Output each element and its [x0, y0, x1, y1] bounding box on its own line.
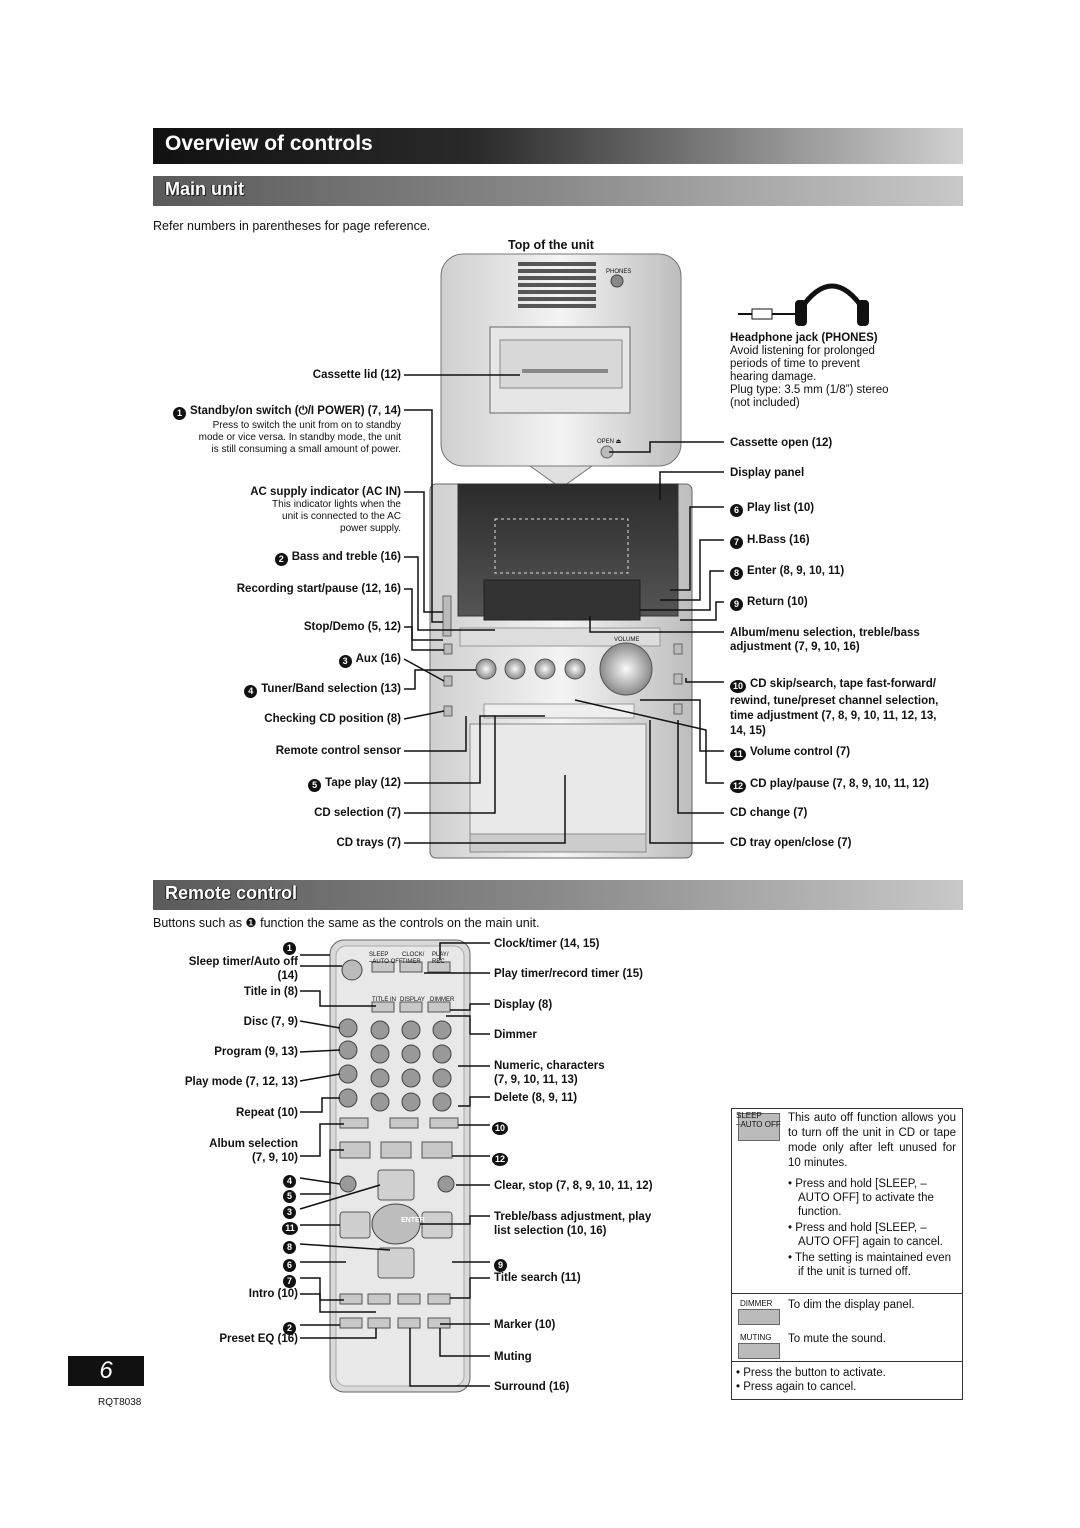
- label-dimmer: Dimmer: [494, 1029, 537, 1041]
- headphone-desc-3: hearing damage.: [730, 371, 817, 383]
- remote-intro: Buttons such as ❶ function the same as the controls on the main unit.: [153, 916, 540, 930]
- standby-desc-2: mode or vice versa. In standby mode, the unit: [198, 432, 401, 443]
- label-cd-skip: 10 CD skip/search, tape fast-forward/: [730, 677, 936, 693]
- label-clear-stop: Clear, stop (7, 8, 9, 10, 11, 12): [494, 1180, 653, 1192]
- key-clock[interactable]: CLOCK/ TIMER: [402, 952, 425, 965]
- label-standby-switch: 1 Standby/on switch (⏻/I POWER) (7, 14): [173, 404, 401, 420]
- sidebox-footer-2: • Press again to cancel.: [736, 1381, 857, 1393]
- remote-callout-1: 1: [283, 939, 300, 955]
- volume-marking: VOLUME: [614, 637, 640, 643]
- sidebox-sleep-key: SLEEP –AUTO OFF: [736, 1111, 781, 1129]
- label-enter: 8 Enter (8, 9, 10, 11): [730, 564, 844, 580]
- label-bass-treble: 2 Bass and treble (16): [275, 550, 401, 566]
- label-play-mode: Play mode (7, 12, 13): [184, 1076, 298, 1088]
- key-sleep[interactable]: SLEEP –AUTO OFF: [369, 952, 403, 965]
- sidebox-bullet-1: • Press and hold [SLEEP, –AUTO OFF] to activate the function.: [788, 1178, 934, 1218]
- label-volume: 11 Volume control (7): [730, 745, 850, 761]
- label-disc: Disc (7, 9): [243, 1016, 298, 1028]
- label-intro: Intro (10): [248, 1288, 298, 1300]
- label-aux: 3 Aux (16): [339, 652, 401, 668]
- ac-desc-2: unit is connected to the AC: [282, 511, 401, 522]
- label-headphone-jack: Headphone jack (PHONES): [730, 332, 878, 344]
- main-unit-intro: Refer numbers in parentheses for page reference.: [153, 219, 431, 233]
- main-unit-heading-text: Main unit: [165, 179, 244, 199]
- label-numeric-2: (7, 9, 10, 11, 13): [494, 1074, 578, 1086]
- ac-desc-3: power supply.: [340, 523, 401, 534]
- label-play-timer: Play timer/record timer (15): [494, 968, 643, 980]
- key-dimmer[interactable]: DIMMER: [430, 997, 455, 1003]
- headphone-desc-1: Avoid listening for prolonged: [730, 345, 875, 357]
- remote-callout-4: 4: [283, 1172, 300, 1188]
- label-sleep-timer-2: (14): [277, 970, 298, 982]
- label-hbass: 7 H.Bass (16): [730, 533, 810, 549]
- sidebox-muting-text: To mute the sound.: [788, 1333, 886, 1345]
- label-surround: Surround (16): [494, 1381, 570, 1393]
- label-return: 9 Return (10): [730, 595, 808, 611]
- label-delete: Delete (8, 9, 11): [494, 1092, 578, 1104]
- sidebox-dimmer-key: DIMMER: [740, 1299, 773, 1308]
- label-stop-demo: Stop/Demo (5, 12): [303, 621, 401, 633]
- label-cd-change: CD change (7): [730, 807, 808, 819]
- label-cd-skip-3: time adjustment (7, 8, 9, 10, 11, 12, 13,: [730, 710, 937, 722]
- label-display: Display (8): [494, 999, 553, 1011]
- callout-1: 1: [173, 407, 186, 420]
- key-title-in[interactable]: TITLE IN: [372, 997, 397, 1003]
- sidebox-footer-1: • Press the button to activate.: [736, 1367, 886, 1379]
- remote-heading-text: Remote control: [165, 883, 298, 903]
- headphone-desc-4: Plug type: 3.5 mm (1/8”) stereo: [730, 384, 889, 396]
- label-treble-bass: Treble/bass adjustment, play: [494, 1211, 652, 1223]
- remote-callout-8: 8: [283, 1238, 300, 1254]
- label-treble-bass-2: list selection (10, 16): [494, 1225, 607, 1237]
- label-cd-tray-open: CD tray open/close (7): [730, 837, 852, 849]
- label-album-selection: Album selection: [209, 1138, 298, 1150]
- remote-callout-6: 6: [283, 1256, 300, 1272]
- label-muting: Muting: [494, 1351, 532, 1363]
- label-cd-trays: CD trays (7): [336, 837, 401, 849]
- headphone-desc-5: (not included): [730, 397, 800, 409]
- label-tuner-band: 4 Tuner/Band selection (13): [244, 682, 401, 698]
- key-enter[interactable]: ENTER: [401, 1217, 425, 1224]
- label-cd-selection: CD selection (7): [314, 807, 401, 819]
- phones-marking: PHONES: [606, 269, 632, 275]
- label-display-panel: Display panel: [730, 467, 805, 479]
- sidebox-bullet-2: • Press and hold [SLEEP, –AUTO OFF] again to cancel.: [788, 1222, 943, 1248]
- headphone-desc-2: periods of time to prevent: [730, 358, 860, 370]
- label-cassette-lid: Cassette lid (12): [312, 369, 401, 381]
- remote-callout-3: 3: [283, 1203, 300, 1219]
- remote-callout-5: 5: [283, 1187, 300, 1203]
- label-marker: Marker (10): [494, 1319, 556, 1331]
- label-title-search: Title search (11): [494, 1272, 581, 1284]
- ac-desc-1: This indicator lights when the: [272, 499, 401, 510]
- remote-callout-7: 7: [283, 1272, 300, 1288]
- label-remote-sensor: Remote control sensor: [275, 745, 401, 757]
- label-preset-eq: Preset EQ (16): [219, 1333, 298, 1345]
- label-title-in: Title in (8): [243, 986, 298, 998]
- sidebox-muting-key: MUTING: [740, 1333, 772, 1342]
- label-ac-in: AC supply indicator (AC IN): [250, 486, 401, 498]
- label-cd-skip-4: 14, 15): [730, 725, 766, 737]
- remote-callout-10: 10: [492, 1119, 512, 1135]
- label-cassette-open: Cassette open (12): [730, 437, 833, 449]
- top-of-unit-label: Top of the unit: [508, 238, 594, 252]
- remote-callout-9: 9: [494, 1256, 511, 1272]
- label-numeric: Numeric, characters: [494, 1060, 605, 1072]
- standby-desc-1: Press to switch the unit from on to standby: [212, 420, 401, 431]
- label-play-list: 6 Play list (10): [730, 501, 814, 517]
- label-repeat: Repeat (10): [236, 1107, 298, 1119]
- label-album-menu: Album/menu selection, treble/bass: [730, 627, 920, 639]
- label-checking-cd: Checking CD position (8): [264, 713, 401, 725]
- label-recording: Recording start/pause (12, 16): [236, 583, 401, 595]
- label-tape-play: 5 Tape play (12): [308, 776, 401, 792]
- open-marking: OPEN ⏏: [597, 439, 622, 445]
- remote-callout-2: 2: [283, 1319, 300, 1335]
- sidebox-dimmer-text: To dim the display panel.: [788, 1299, 915, 1311]
- document-code: RQT8038: [98, 1397, 142, 1408]
- page-number: 6: [68, 1356, 144, 1386]
- remote-notes-box: [731, 1108, 963, 1400]
- remote-callout-11: 11: [282, 1219, 302, 1235]
- label-album-menu-2: adjustment (7, 9, 10, 16): [730, 641, 860, 653]
- sidebox-sleep-text: This auto off function allows you to turn off the unit in CD or tape mode only after left unused for 10 minutes.: [788, 1112, 956, 1169]
- label-album-selection-2: (7, 9, 10): [251, 1152, 298, 1164]
- remote-callout-12: 12: [492, 1150, 512, 1166]
- sidebox-bullet-3: • The setting is maintained even if the unit is turned off.: [788, 1252, 951, 1278]
- page-title: Overview of controls: [165, 132, 373, 155]
- label-sleep-timer: Sleep timer/Auto off: [188, 956, 298, 968]
- label-cd-skip-2: rewind, tune/preset channel selection,: [730, 695, 939, 707]
- label-clock-timer: Clock/timer (14, 15): [494, 938, 600, 950]
- label-cd-play-pause: 12 CD play/pause (7, 8, 9, 10, 11, 12): [730, 777, 929, 793]
- key-display[interactable]: DISPLAY: [400, 997, 425, 1003]
- key-play-rec[interactable]: PLAY/ REC: [432, 952, 449, 965]
- label-program: Program (9, 13): [214, 1046, 298, 1058]
- standby-desc-3: is still consuming a small amount of power.: [211, 444, 401, 455]
